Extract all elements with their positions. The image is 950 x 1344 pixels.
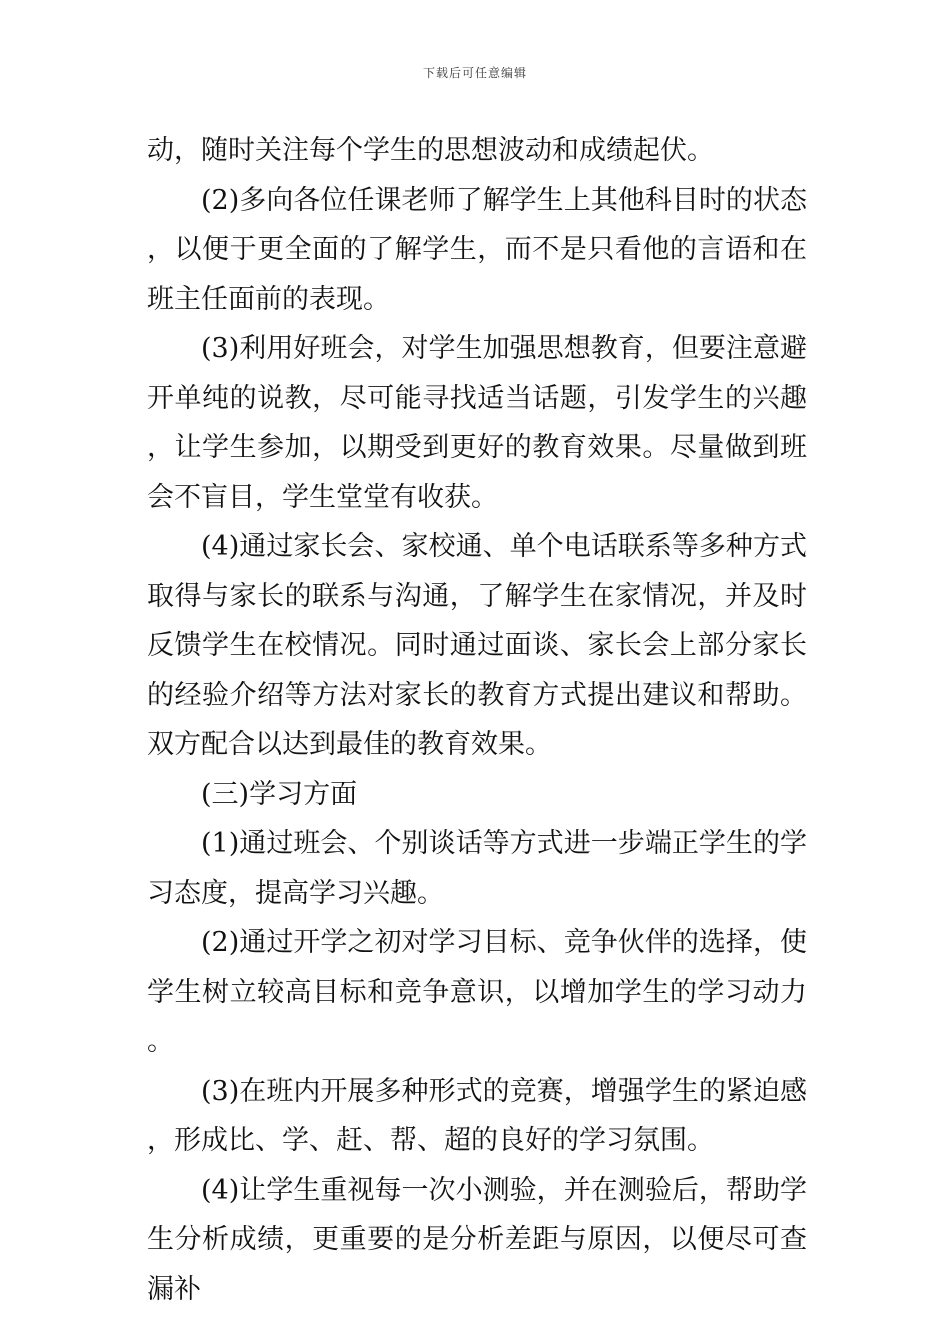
paragraph-item-3-class-meeting: (3)利用好班会，对学生加强思想教育，但要注意避开单纯的说教，尽可能寻找适当话题，引发学生的兴趣，让学生参加，以期受到更好的教育效果。尽量做到班会不盲目，学生堂堂有收获。 [147, 333, 807, 513]
paragraph-item-2-teachers: (2)多向各位任课老师了解学生上其他科目时的状态，以便于更全面的了解学生，而不是只看他的言语和在班主任面前的表现。 [147, 184, 807, 315]
page-header: 下载后可任意编辑 [422, 66, 527, 80]
paragraph-study-1: (1)通过班会、个别谈话等方式进一步端正学生的学习态度，提高学习兴趣。 [147, 828, 807, 909]
document-body [147, 126, 807, 1314]
paragraph-study-3: (3)在班内开展多种形式的竞赛，增强学生的紧迫感，形成比、学、赶、帮、超的良好的学习氛围。 [147, 1075, 807, 1156]
paragraph-item-4-parents: (4)通过家长会、家校通、单个电话联系等多种方式取得与家长的联系与沟通，了解学生在家情况，并及时反馈学生在校情况。同时通过面谈、家长会上部分家长的经验介绍等方法对家长的教育方式提出建议和帮助。双方配合以达到最佳的教育效果。 [147, 531, 807, 760]
paragraph-study-4: (4)让学生重视每一次小测验，并在测验后，帮助学生分析成绩，更重要的是分析差距与原因，以便尽可查漏补 [147, 1174, 807, 1305]
paragraph-continuation: 动，随时关注每个学生的思想波动和成绩起伏。 [147, 135, 714, 166]
section-heading-study: (三)学习方面 [201, 778, 358, 810]
paragraph-study-2: (2)通过开学之初对学习目标、竞争伙伴的选择，使学生树立较高目标和竞争意识，以增加学生的学习动力。 [147, 927, 807, 1057]
